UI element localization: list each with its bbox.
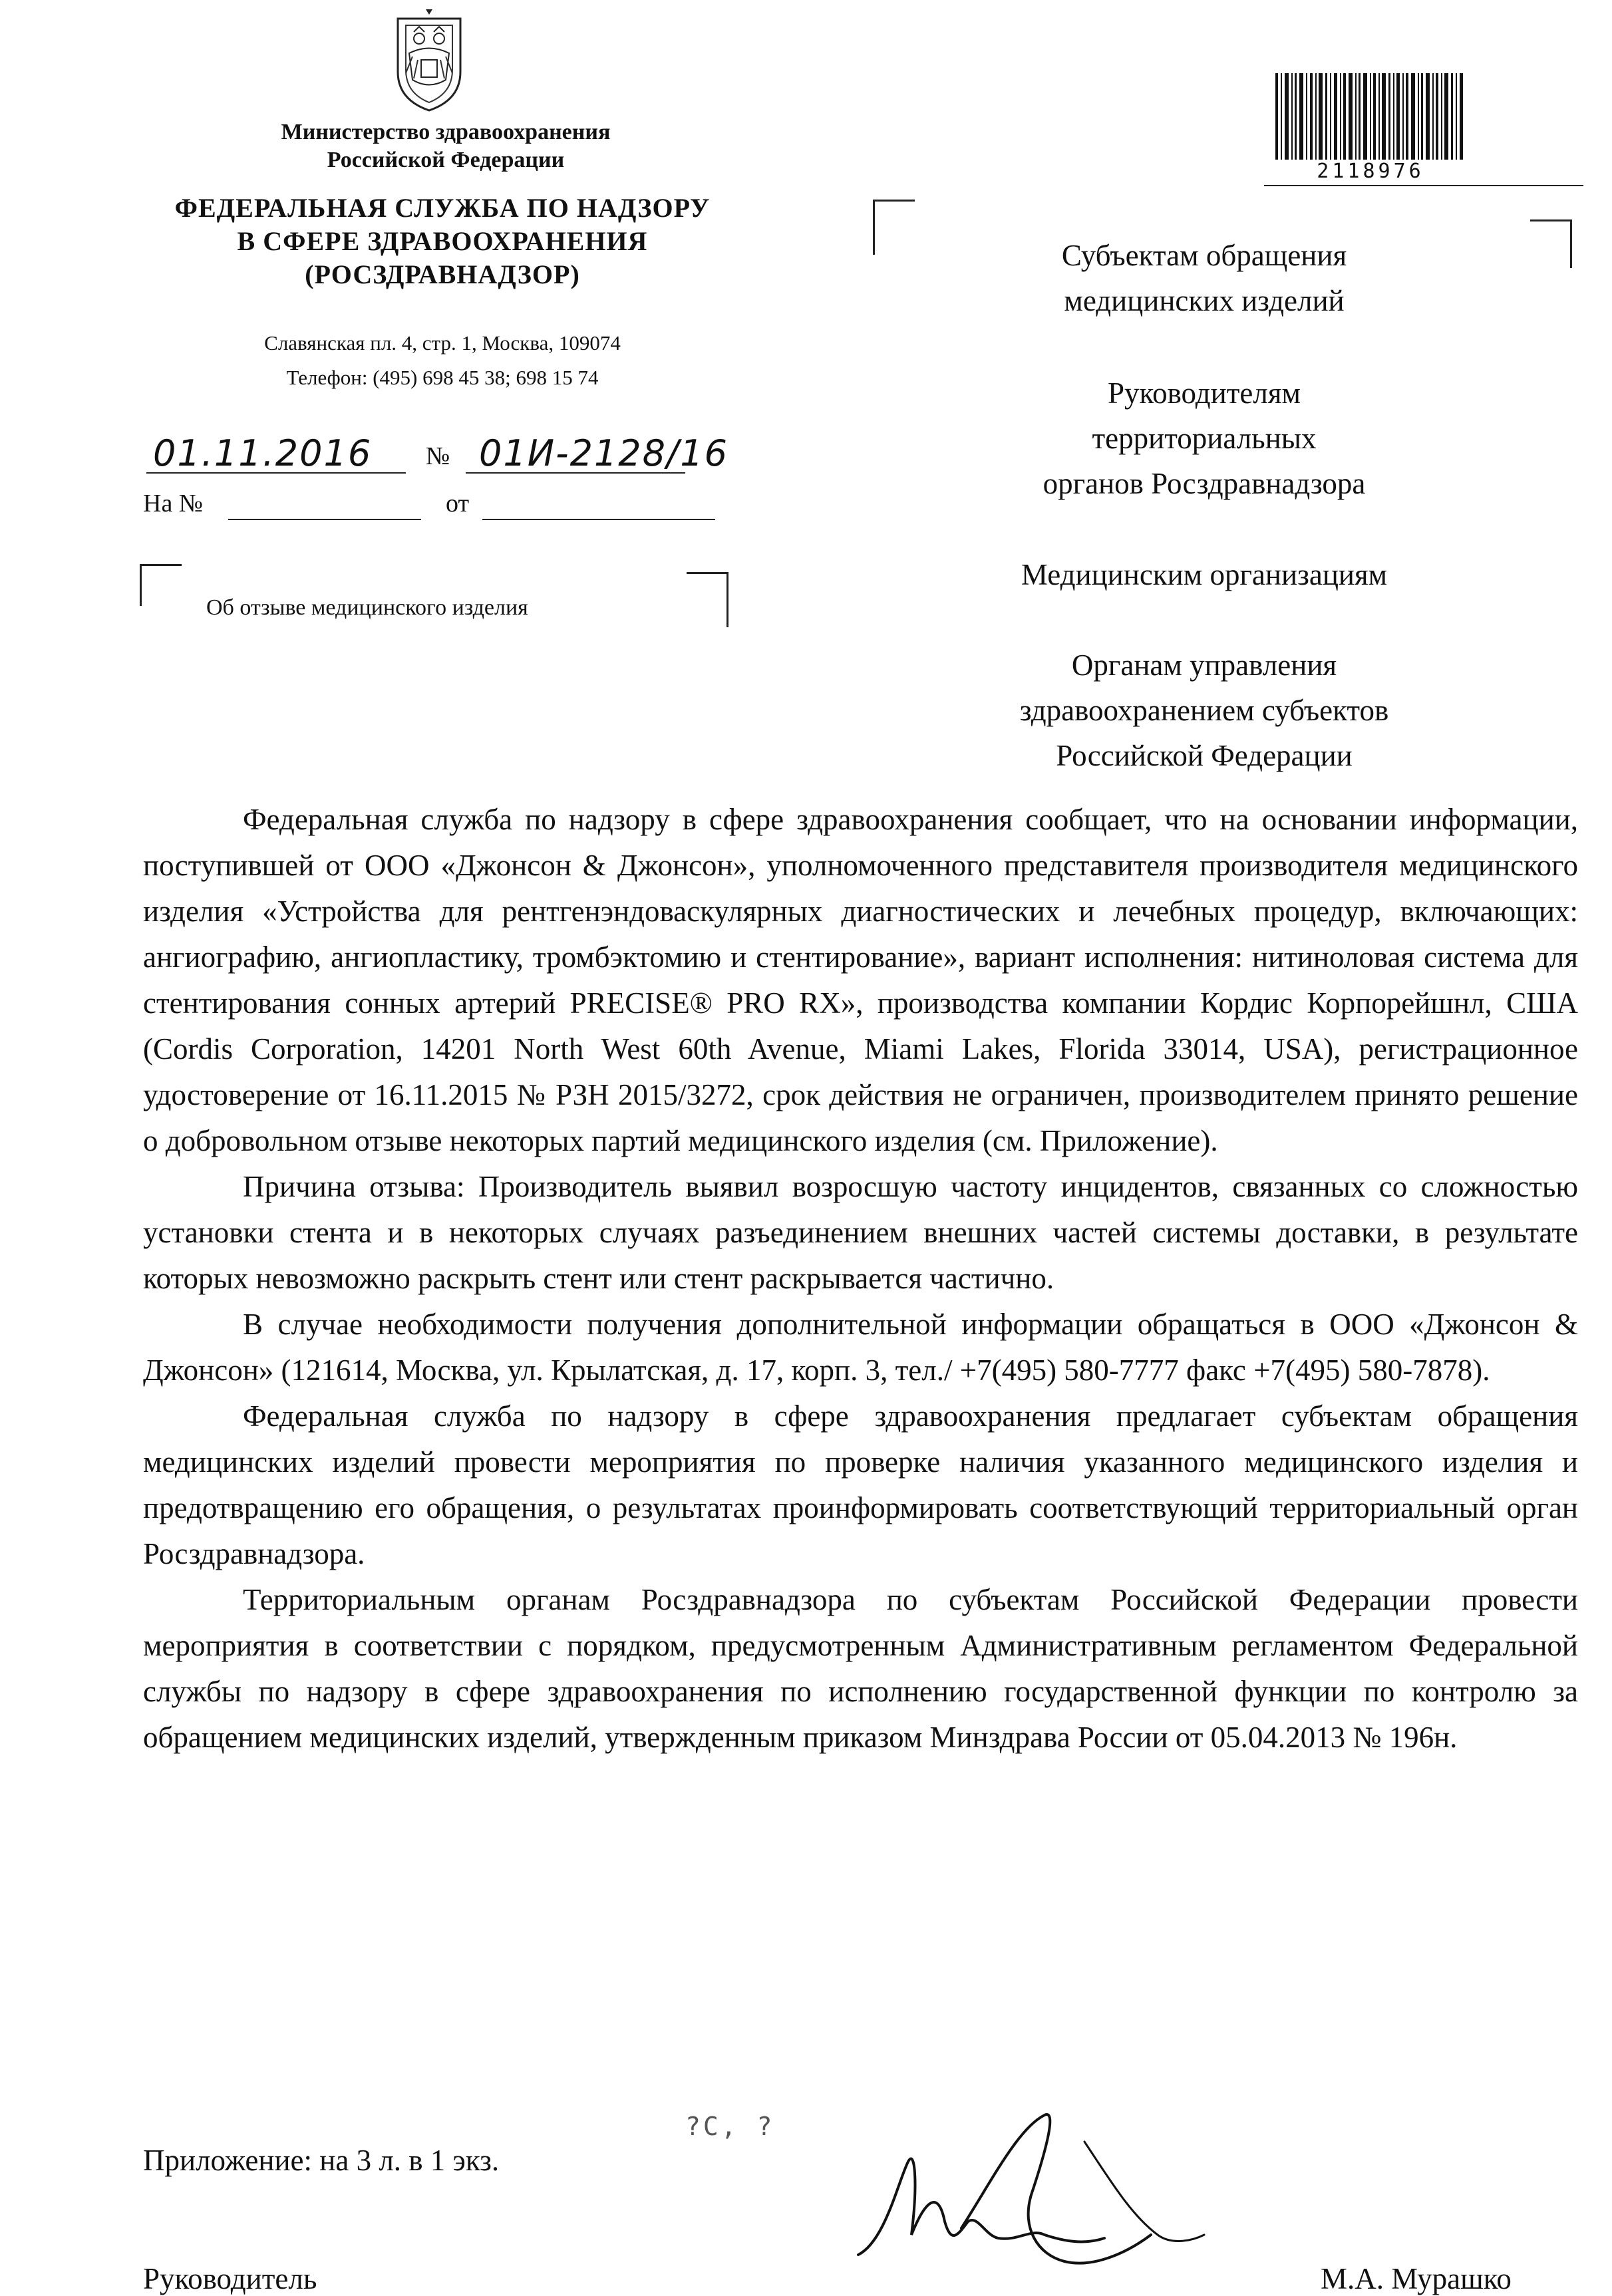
recipient-line: Органам управления [1071, 648, 1337, 682]
signature-icon [845, 2102, 1244, 2281]
reference-date-blank [482, 519, 715, 520]
recipient-line: Медицинским организациям [1021, 558, 1388, 591]
registration-line [146, 432, 852, 479]
attachment-note: Приложение: на 3 л. в 1 экз. [143, 2144, 500, 2177]
barcode-icon [1274, 73, 1467, 160]
signatory-position: Руководитель [143, 2262, 317, 2295]
service-line: ФЕДЕРАЛЬНАЯ СЛУЖБА ПО НАДЗОРУ [174, 193, 711, 223]
service-line: (РОСЗДРАВНАДЗОР) [305, 259, 580, 289]
registration-number: 01И-2128/16 [479, 432, 728, 474]
sender-address [200, 326, 685, 395]
recipient-line: Субъектам обращения [1061, 239, 1347, 272]
ministry-name [226, 118, 665, 174]
body-paragraph: Федеральная служба по надзору в сфере здравоохранения предлагает субъектам обращения медицинских изделий провести мероприятия по проверке наличия указанного медицинского изделия и предотвращению его обращения, о результатах проинформировать соответствующий территориальный орган Росздравнадзора. [143, 1399, 1578, 1570]
stamp-mark: ?С, ? [685, 2112, 775, 2141]
barcode-rule [1264, 185, 1583, 186]
recipient-line: здравоохранением субъектов [1019, 694, 1389, 727]
recipient-block [918, 643, 1490, 778]
recipient-line: органов Росздравнадзора [1043, 467, 1366, 500]
subject-corner-left [140, 564, 182, 606]
body-paragraph: Территориальным органам Росздравнадзора по субъектам Российской Федерации провести мероприятия в соответствии с порядком, предусмотренным Административным регламентом Федеральной службы по надзору в сфере здравоохранения по исполнению государственной функции по контролю за обращением медицинских изделий, утвержденным приказом Минздрава России от 05.04.2013 № 196н. [143, 1583, 1578, 1754]
number-label: № [426, 442, 450, 470]
number-underline [466, 472, 685, 474]
body-paragraph: В случае необходимости получения дополнительной информации обращаться в ООО «Джонсон & Джонсон» (121614, Москва, ул. Крылатская, д. 17, корп. 3, тел./ +7(495) 580-7777 факс +7(495) 580-7878). [143, 1308, 1578, 1387]
body-paragraph: Причина отзыва: Производитель выявил возросшую частоту инцидентов, связанных со сложностью установки стента и в некоторых случаях разъединением внешних частей системы доставки, в результате которых невозможно раскрыть стент или стент раскрывается частично. [143, 1170, 1578, 1295]
recipient-line: территориальных [1092, 422, 1317, 455]
ministry-line: Министерство здравоохранения [281, 120, 611, 144]
recipient-line: Руководителям [1108, 376, 1301, 410]
reference-number-blank [228, 519, 421, 520]
recipient-line: Российской Федерации [1056, 739, 1353, 772]
body-paragraph: Федеральная служба по надзору в сфере здравоохранения сообщает, что на основании информации, поступившей от ООО «Джонсон & Джонсон», уполномоченного представителя производителя медицинского изделия «Устройства для рентгенэндоваскулярных диагностических и лечебных процедур, включающих: ангиографию, ангиопластику, тромбэктомию и стентирование», вариант исполнения: нитиноловая система для стентирования сонных артерий PRECISE® PRO RX», производства компании Кордис Корпорейшнл, США (Cordis Corporation, 14201 North West 60th Avenue, Miami Lakes, Florida 33014, USA), регистрационное удостоверение от 16.11.2015 № РЗН 2015/3272, срок действия не ограничен, производителем принято решение о добровольном отзыве некоторых партий медицинского изделия (см. Приложение). [143, 803, 1578, 1157]
reference-date-label: от [446, 490, 470, 517]
reference-number-label: На № [143, 490, 204, 517]
barcode-number: 2118976 [1317, 160, 1424, 183]
address-line: Славянская пл. 4, стр. 1, Москва, 109074 [264, 331, 621, 355]
recipient-block [918, 552, 1490, 597]
subject-corner-right [687, 572, 728, 627]
recipient-block [918, 370, 1490, 506]
ministry-line: Российской Федерации [327, 148, 565, 172]
reference-line [143, 489, 742, 529]
coat-of-arms-icon [379, 7, 479, 113]
registration-date: 01.11.2016 [153, 432, 373, 474]
recipient-corner-right [1530, 219, 1572, 268]
recipient-block [918, 233, 1490, 323]
recipient-corner-left [873, 200, 915, 255]
recipient-line: медицинских изделий [1064, 284, 1345, 317]
signatory-name: М.А. Мурашко [1321, 2262, 1512, 2295]
date-underline [146, 472, 406, 474]
letter-body [143, 797, 1578, 1761]
phone-line: Телефон: (495) 698 45 38; 698 15 74 [286, 366, 599, 389]
service-line: В СФЕРЕ ЗДРАВООХРАНЕНИЯ [237, 226, 648, 256]
subject-line: Об отзыве медицинского изделия [206, 595, 528, 620]
service-name [150, 192, 735, 291]
